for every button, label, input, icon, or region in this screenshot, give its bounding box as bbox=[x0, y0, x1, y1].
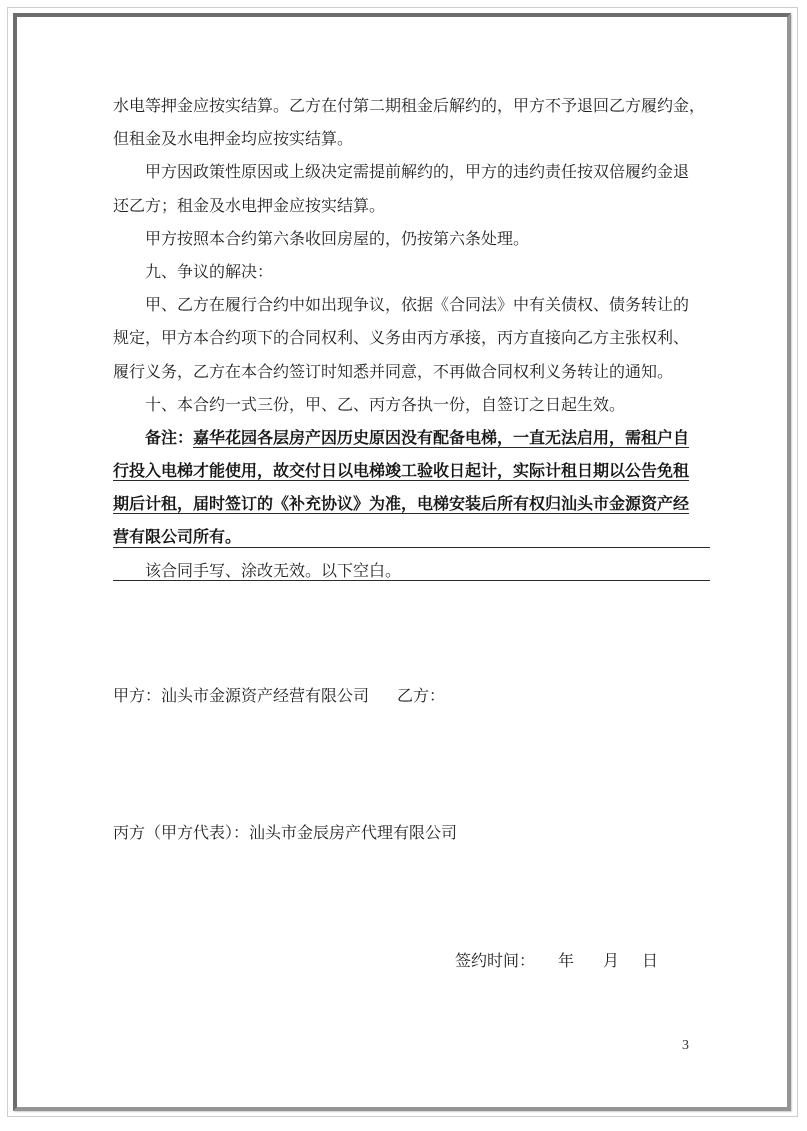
contract-line bbox=[113, 323, 710, 356]
contract-line bbox=[113, 257, 710, 290]
contract-line bbox=[113, 456, 710, 489]
party-b-label: 乙方： bbox=[397, 688, 446, 705]
contract-line bbox=[113, 290, 710, 323]
signature-line-party-c bbox=[113, 823, 457, 844]
contract-line bbox=[113, 390, 710, 423]
party-a-label: 甲方：汕头市金源资产经营有限公司 bbox=[113, 688, 370, 705]
contract-line bbox=[113, 191, 710, 224]
contract-line bbox=[113, 556, 710, 589]
contract-line-ink bbox=[113, 423, 710, 449]
page-number: 3 bbox=[682, 1038, 689, 1053]
contract-line-text: 履行义务，乙方在本合约签订时知悉并同意，不再做合同权利义务转让的通知。 bbox=[113, 363, 674, 381]
contract-body bbox=[113, 91, 710, 589]
contract-line-text: 嘉华花园各层房产因历史原因没有配备电梯，一直无法启用，需租户自 bbox=[193, 429, 690, 447]
signing-date-month: 月 bbox=[603, 953, 620, 970]
contract-line bbox=[113, 423, 710, 456]
contract-line bbox=[113, 357, 710, 390]
contract-line-ink bbox=[113, 489, 710, 515]
contract-line-ink bbox=[113, 290, 710, 316]
contract-line-text: 营有限公司所有。 bbox=[113, 529, 242, 547]
party-c-label: 丙方（甲方代表）：汕头市金辰房产代理有限公司 bbox=[113, 825, 458, 842]
contract-line bbox=[113, 157, 710, 190]
contract-line-ink bbox=[113, 191, 710, 217]
contract-line-text: 甲、乙方在履行合约中如出现争议，依据《合同法》中有关债权、债务转让的 bbox=[145, 297, 690, 315]
contract-line-ink bbox=[113, 556, 710, 582]
contract-line-text: 甲方因政策性原因或上级决定需提前解约的，甲方的违约责任按双倍履约金退 bbox=[145, 164, 690, 182]
contract-line-text: 但租金及水电押金均应按实结算。 bbox=[113, 131, 354, 149]
contract-line bbox=[113, 91, 710, 124]
contract-line-text: 该合同手写、涂改无效。以下空白。 bbox=[145, 562, 402, 580]
underline-rule bbox=[113, 547, 710, 548]
contract-line bbox=[113, 124, 710, 157]
contract-line-ink bbox=[113, 456, 710, 482]
contract-line-ink bbox=[113, 224, 710, 250]
contract-line bbox=[113, 224, 710, 257]
contract-line bbox=[113, 522, 710, 555]
contract-line-text: 还乙方；租金及水电押金应按实结算。 bbox=[113, 197, 386, 215]
contract-line-text: 规定，甲方本合约项下的合同权利、义务由丙方承接，丙方直接向乙方主张权利、 bbox=[113, 330, 690, 348]
contract-line-ink bbox=[113, 124, 710, 150]
contract-line-ink bbox=[113, 390, 710, 416]
contract-line-ink bbox=[113, 91, 710, 117]
contract-line-text: 期后计租，届时签订的《补充协议》为准，电梯安装后所有权归汕头市金源资产经 bbox=[113, 496, 690, 514]
contract-line-text: 行投入电梯才能使用，故交付日以电梯竣工验收日起计，实际计租日期以公告免租 bbox=[113, 463, 690, 481]
contract-line-ink bbox=[113, 323, 710, 349]
underline-rule bbox=[113, 580, 710, 581]
signing-date-label: 签约时间： bbox=[455, 953, 536, 970]
contract-line-ink bbox=[113, 157, 710, 183]
signature-line-party-a-b bbox=[113, 686, 445, 707]
contract-line-text: 甲方按照本合约第六条收回房屋的，仍按第六条处理。 bbox=[145, 230, 530, 248]
contract-line-ink bbox=[113, 357, 710, 383]
signing-date-day: 日 bbox=[642, 953, 659, 970]
contract-line-text: 十、本合约一式三份，甲、乙、丙方各执一份，自签订之日起生效。 bbox=[145, 396, 626, 414]
contract-line-prefix: 备注： bbox=[145, 429, 194, 447]
signing-date-year: 年 bbox=[558, 953, 575, 970]
contract-line-ink bbox=[113, 257, 710, 283]
contract-line bbox=[113, 489, 710, 522]
signing-date-line bbox=[455, 951, 658, 972]
contract-line-text: 水电等押金应按实结算。乙方在付第二期租金后解约的，甲方不予退回乙方履约金， bbox=[113, 98, 706, 115]
contract-line-ink bbox=[113, 522, 710, 548]
contract-line-text: 九、争议的解决： bbox=[145, 263, 274, 281]
